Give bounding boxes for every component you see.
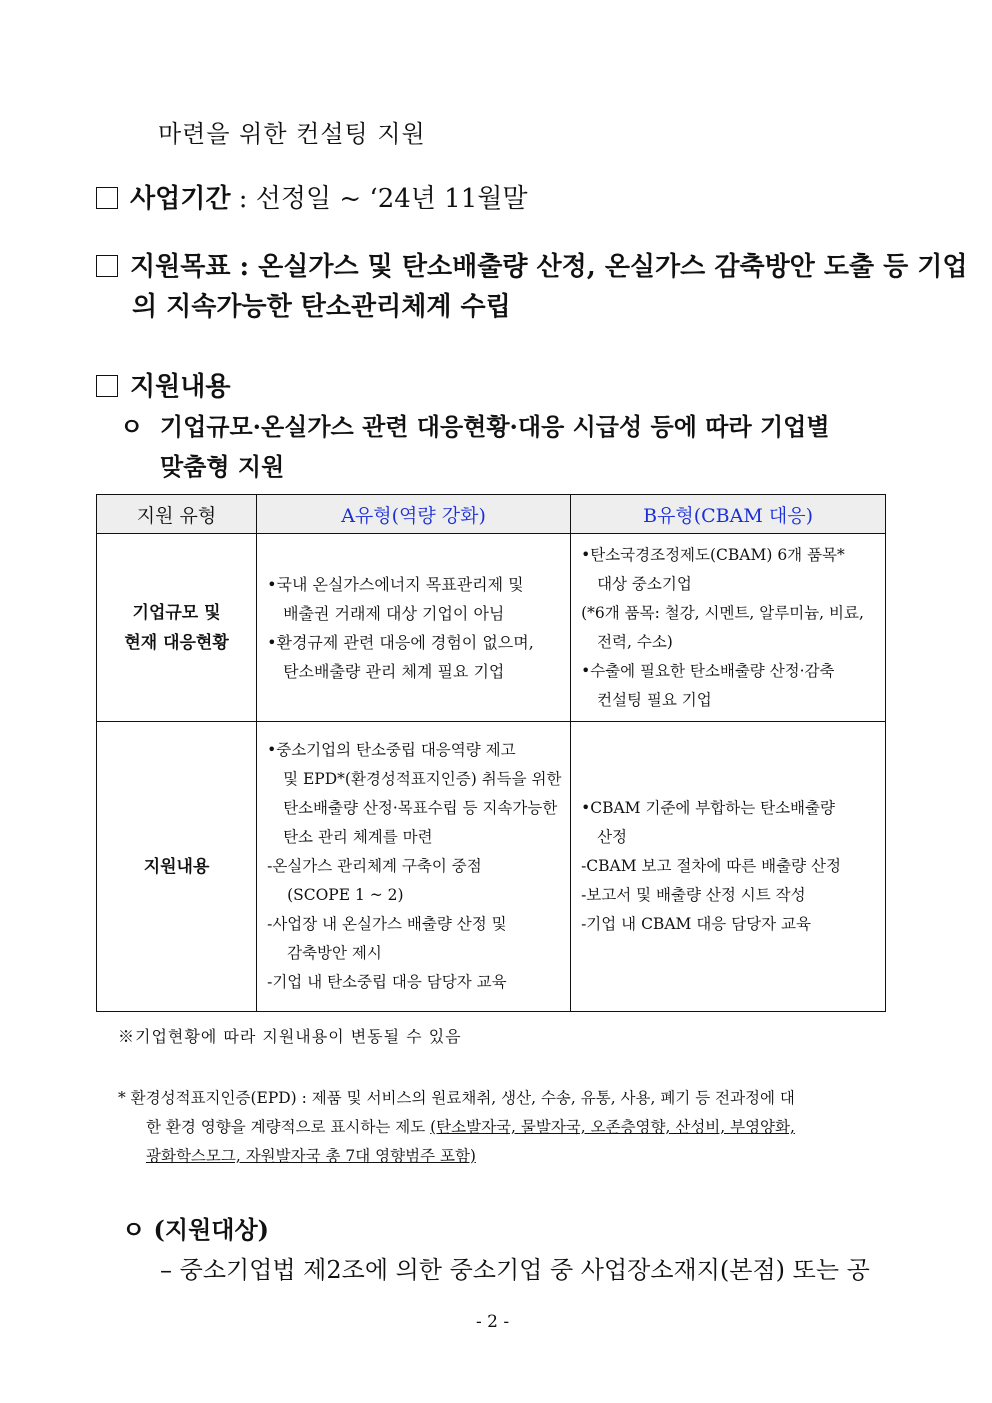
goal-line1: : 온실가스 및 탄소배출량 산정, 온실가스 감축방안 도출 등 기업 [230, 252, 968, 282]
period-label: 사업기간 [130, 184, 231, 214]
section-content [96, 366, 230, 403]
note-epd-plain: 한 환경 영향을 계량적으로 표시하는 제도 [146, 1118, 431, 1136]
content-label: 지원내용 [130, 372, 231, 402]
support-type-table [96, 494, 886, 1012]
checkbox-square-icon [96, 255, 118, 277]
cell-line: -온실가스 관리체계 구축이 중점 [267, 857, 482, 875]
cell-a-status [257, 534, 571, 722]
intro-line: 마련을 위한 컨설팅 지원 [158, 120, 426, 148]
row-head-company-status [97, 534, 257, 722]
cell-line: (*6개 품목: 철강, 시멘트, 알루미늄, 비료, [581, 603, 864, 622]
cell-line: •CBAM 기준에 부합하는 탄소배출량 [581, 799, 835, 817]
table-header-row [97, 495, 886, 534]
cell-line: •국내 온실가스에너지 목표관리제 및 [267, 574, 524, 594]
section-period [96, 178, 527, 215]
note-epd-line1: * 환경성적표지인증(EPD) : 제품 및 서비스의 원료채취, 생산, 수송, 유통, 사용, 폐기 등 전과정에 대 [118, 1089, 795, 1107]
target-heading: ㅇ (지원대상) [122, 1215, 269, 1244]
cell-line: 대상 중소기업 [597, 574, 692, 593]
section-goal [96, 246, 968, 283]
table-row [97, 722, 886, 1012]
cell-line: (SCOPE 1 ~ 2) [287, 886, 404, 904]
cell-line: •탄소국경조정제도(CBAM) 6개 품목* [581, 545, 845, 564]
cell-line: 산정 [597, 828, 628, 846]
cell-line: 탄소 관리 체계를 마련 [283, 828, 433, 846]
cell-line: 전력, 수소) [597, 632, 673, 651]
cell-line: -보고서 및 배출량 산정 시트 작성 [581, 886, 806, 904]
cell-a-content [257, 722, 571, 1012]
checkbox-square-icon [96, 187, 118, 209]
bullet-line2: 맞춤형 지원 [160, 452, 285, 481]
cell-line: 탄소배출량 관리 체계 필요 기업 [283, 661, 505, 681]
header-type-a: A유형(역량 강화) [257, 495, 571, 534]
bullet-mark: ㅇ [120, 412, 144, 441]
cell-line: 컨설팅 필요 기업 [597, 690, 712, 709]
note-epd-underlined: 광화학스모그, 자원발자국 총 7대 영향범주 포함) [146, 1147, 476, 1165]
note-epd-line2 [118, 1113, 795, 1142]
table-row [97, 534, 886, 722]
cell-b-content [571, 722, 886, 1012]
header-type-b: B유형(CBAM 대응) [571, 495, 886, 534]
cell-line: -기업 내 CBAM 대응 담당자 교육 [581, 915, 811, 933]
cell-line: 배출권 거래제 대상 기업이 아님 [283, 603, 505, 623]
cell-line: -기업 내 탄소중립 대응 담당자 교육 [267, 973, 507, 991]
cell-line: -CBAM 보고 절차에 따른 배출량 산정 [581, 857, 841, 875]
cell-line: 탄소배출량 산정·목표수립 등 지속가능한 [283, 799, 558, 817]
note-epd [118, 1084, 795, 1171]
goal-label: 지원목표 [130, 252, 231, 282]
cell-line: •환경규제 관련 대응에 경험이 없으며, [267, 632, 534, 652]
content-bullet [120, 407, 830, 442]
page-number: - 2 - [476, 1312, 510, 1332]
row-head-line: 현재 대응현황 [124, 632, 229, 653]
cell-line: 감축방안 제시 [287, 944, 382, 962]
row-head-line: 기업규모 및 [132, 602, 221, 623]
checkbox-square-icon [96, 375, 118, 397]
row-head-support-content: 지원내용 [97, 722, 257, 1012]
cell-line: •중소기업의 탄소중립 대응역량 제고 [267, 741, 516, 759]
note-content-change: ※기업현황에 따라 지원내용이 변동될 수 있음 [118, 1027, 462, 1046]
header-type: 지원 유형 [97, 495, 257, 534]
bullet-line1: 기업규모·온실가스 관련 대응현황·대응 시급성 등에 따라 기업별 [159, 412, 830, 441]
note-epd-underlined: (탄소발자국, 물발자국, 오존층영향, 산성비, 부영양화, [430, 1118, 795, 1136]
period-value: 선정일 ~ ‘24년 11월말 [255, 184, 528, 214]
goal-line2: 의 지속가능한 탄소관리체계 수립 [132, 292, 511, 322]
period-sep: : [230, 184, 256, 214]
cell-line: -사업장 내 온실가스 배출량 산정 및 [267, 915, 507, 933]
cell-line: •수출에 필요한 탄소배출량 산정·감축 [581, 661, 835, 680]
cell-line: 및 EPD*(환경성적표지인증) 취득을 위한 [283, 770, 562, 788]
target-line: – 중소기업법 제2조에 의한 중소기업 중 사업장소재지(본점) 또는 공 [160, 1256, 870, 1284]
note-epd-line3 [118, 1142, 795, 1171]
cell-b-status [571, 534, 886, 722]
